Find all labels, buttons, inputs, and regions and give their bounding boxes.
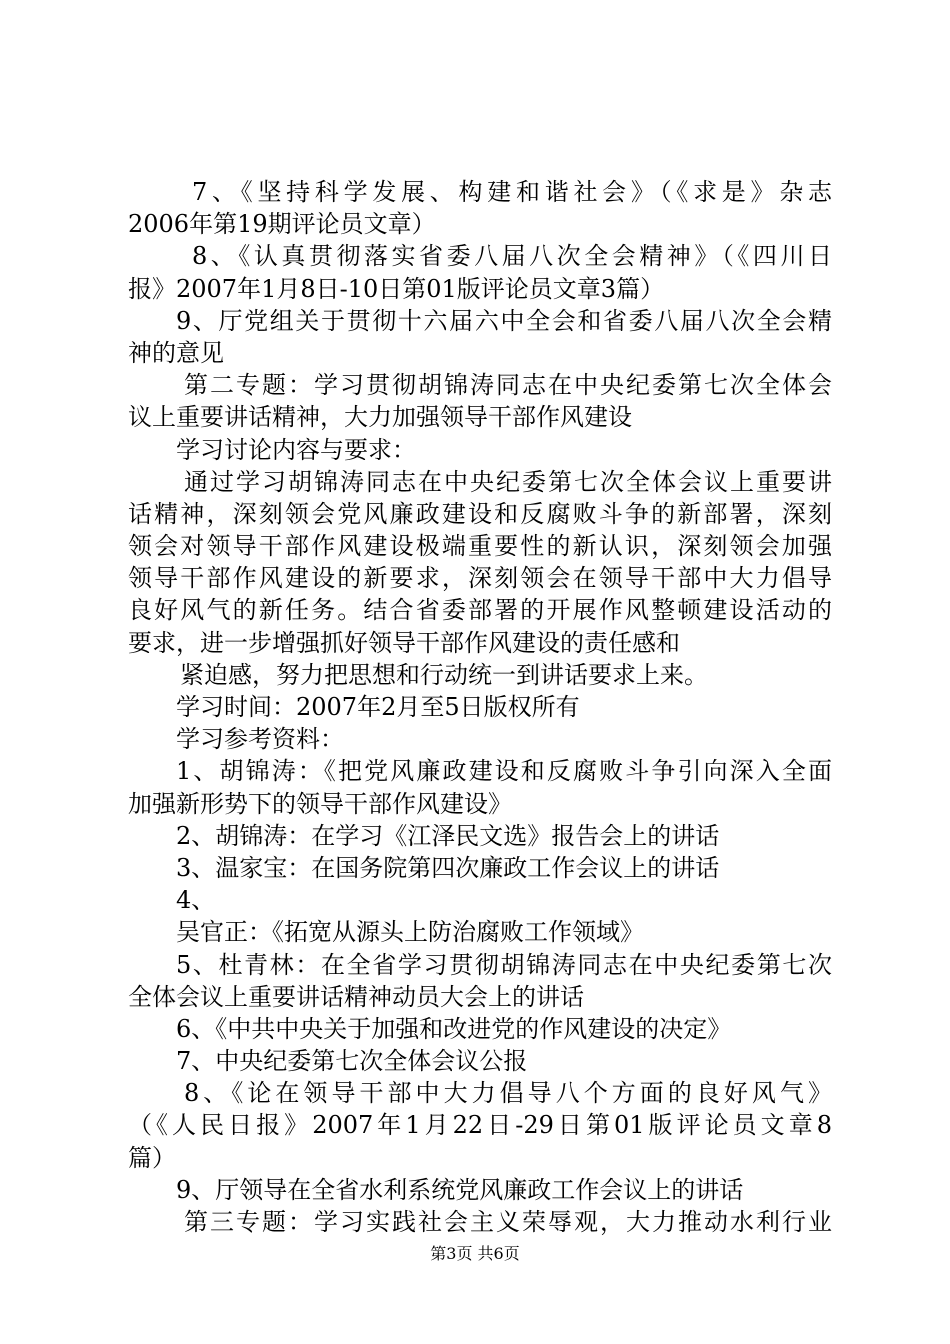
text-line: 良好风气的新任务。结合省委部署的开展作风整顿建设活动的 <box>128 596 832 625</box>
text-line: 8、《论在领导干部中大力倡导八个方面的良好风气》 <box>184 1079 832 1108</box>
text-line: 吴官正：《拓宽从源头上防治腐败工作领域》 <box>176 918 644 947</box>
text-line: 8、《认真贯彻落实省委八届八次全会精神》（《四川日 <box>192 242 832 271</box>
text-line: 报》2007年1月8日-10日第01版评论员文章3篇） <box>128 274 665 303</box>
text-line: 9、厅党组关于贯彻十六届六中全会和省委八届八次全会精 <box>176 306 832 335</box>
text-line: （《人民日报》2007年1月22日-29日第01版评论员文章8 <box>128 1111 832 1140</box>
text-line: 2006年第19期评论员文章） <box>128 210 436 239</box>
text-line: 要求，进一步增强抓好领导干部作风建设的责任感和 <box>128 628 680 657</box>
text-line: 7、中央纪委第七次全体会议公报 <box>176 1047 528 1076</box>
text-line: 学习讨论内容与要求： <box>176 435 416 464</box>
section-heading: 议上重要讲话精神，大力加强领导干部作风建设 <box>128 403 632 432</box>
text-line: 篇） <box>128 1143 176 1172</box>
section-heading: 第二专题：学习贯彻胡锦涛同志在中央纪委第七次全体会 <box>184 371 832 400</box>
text-line: 紧迫感，努力把思想和行动统一到讲话要求上来。 <box>180 660 708 689</box>
text-line: 神的意见 <box>128 338 224 367</box>
text-line: 3、温家宝：在国务院第四次廉政工作会议上的讲话 <box>176 853 720 882</box>
text-line: 5、杜青林：在全省学习贯彻胡锦涛同志在中央纪委第七次 <box>176 950 832 979</box>
document-body <box>128 176 832 1238</box>
text-line: 2、胡锦涛：在学习《江泽民文选》报告会上的讲话 <box>176 821 720 850</box>
text-line: 4、 <box>176 886 216 915</box>
text-line: 通过学习胡锦涛同志在中央纪委第七次全体会议上重要讲 <box>184 467 832 496</box>
text-line: 6、《中共中央关于加强和改进党的作风建设的决定》 <box>176 1014 732 1043</box>
text-line: 学习参考资料： <box>176 725 344 754</box>
text-line: 加强新形势下的领导干部作风建设》 <box>128 789 512 818</box>
section-heading: 第三专题：学习实践社会主义荣辱观，大力推动水利行业 <box>184 1208 832 1236</box>
text-line: 领导干部作风建设的新要求，深刻领会在领导干部中大力倡导 <box>128 564 832 593</box>
text-line: 领会对领导干部作风建设极端重要性的新认识，深刻领会加强 <box>128 532 832 561</box>
text-line: 9、厅领导在全省水利系统党风廉政工作会议上的讲话 <box>176 1175 744 1204</box>
text-line: 学习时间：2007年2月至5日版权所有 <box>176 693 580 721</box>
page-footer: 第3页 共6页 <box>430 1244 520 1263</box>
text-line: 话精神，深刻领会党风廉政建设和反腐败斗争的新部署，深刻 <box>128 499 832 528</box>
text-line: 1、胡锦涛：《把党风廉政建设和反腐败斗争引向深入全面 <box>176 757 832 786</box>
text-line: 全体会议上重要讲话精神动员大会上的讲话 <box>128 982 584 1011</box>
text-line: 7、《坚持科学发展、构建和谐社会》（《求是》杂志 <box>192 178 832 206</box>
